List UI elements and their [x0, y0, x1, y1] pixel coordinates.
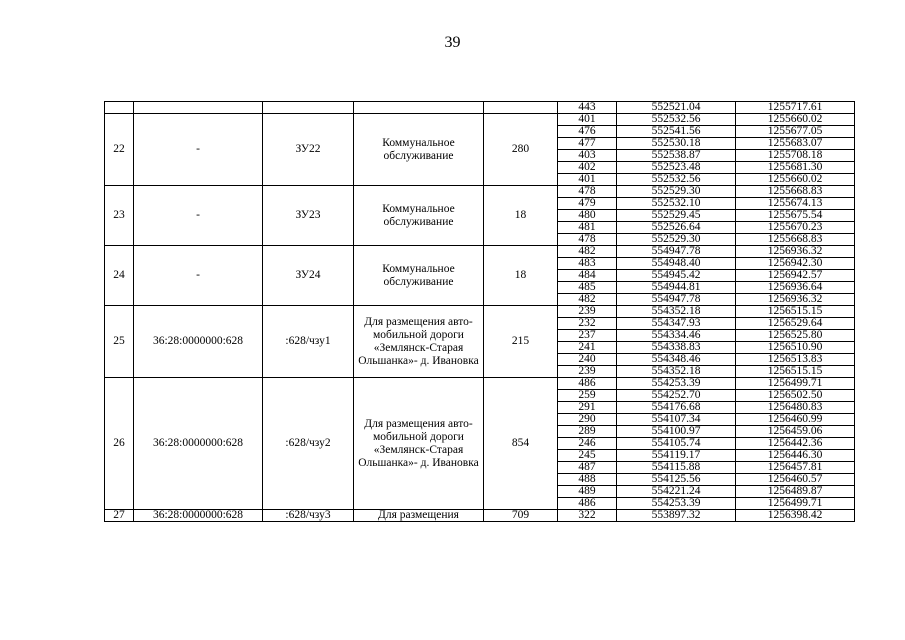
cell-label: :628/чзу2	[263, 378, 354, 510]
cell-y: 1256529.64	[736, 318, 855, 330]
cell-y: 1256502.50	[736, 390, 855, 402]
cell-x: 554352.18	[617, 306, 736, 318]
cell-x: 552529.30	[617, 234, 736, 246]
cell-y: 1255675.54	[736, 210, 855, 222]
cell-point: 241	[558, 342, 617, 354]
cell-y: 1255681.30	[736, 162, 855, 174]
cell-point: 481	[558, 222, 617, 234]
cell-point: 289	[558, 426, 617, 438]
cell-label: :628/чзу1	[263, 306, 354, 378]
cell-cadastral: 36:28:0000000:628	[134, 306, 263, 378]
table-row	[105, 186, 855, 198]
cell-point: 322	[558, 510, 617, 522]
cell-x: 554252.70	[617, 390, 736, 402]
cell-y: 1256489.87	[736, 486, 855, 498]
cell-no: 25	[105, 306, 134, 378]
cell-area: 280	[484, 114, 558, 186]
cell-y: 1255708.18	[736, 150, 855, 162]
cell-x: 552530.18	[617, 138, 736, 150]
cell-x: 554119.17	[617, 450, 736, 462]
cell-area: 18	[484, 186, 558, 246]
cell-label: :628/чзу3	[263, 510, 354, 522]
cell-y: 1256942.57	[736, 270, 855, 282]
cell-point: 246	[558, 438, 617, 450]
cell-y: 1256499.71	[736, 498, 855, 510]
cell-y: 1255670.23	[736, 222, 855, 234]
cell-y: 1256515.15	[736, 366, 855, 378]
cell-purpose: Для размещения авто-мобильной дороги «Землянск-Старая Ольшанка»- д. Ивановка	[354, 306, 484, 378]
cell-point: 259	[558, 390, 617, 402]
cell-point: 482	[558, 294, 617, 306]
cell-x: 554944.81	[617, 282, 736, 294]
cell-label	[263, 102, 354, 114]
cell-point: 290	[558, 414, 617, 426]
coordinates-table	[104, 101, 855, 522]
cell-cadastral: 36:28:0000000:628	[134, 378, 263, 510]
cell-point: 239	[558, 366, 617, 378]
cell-x: 552532.56	[617, 174, 736, 186]
cell-x: 552532.56	[617, 114, 736, 126]
cell-point: 232	[558, 318, 617, 330]
cell-point: 239	[558, 306, 617, 318]
cell-x: 554338.83	[617, 342, 736, 354]
cell-point: 291	[558, 402, 617, 414]
cell-cadastral: -	[134, 186, 263, 246]
cell-area: 709	[484, 510, 558, 522]
cell-y: 1256398.42	[736, 510, 855, 522]
table-row	[105, 246, 855, 258]
cell-y: 1255660.02	[736, 174, 855, 186]
cell-purpose	[354, 102, 484, 114]
cell-point: 240	[558, 354, 617, 366]
cell-point: 482	[558, 246, 617, 258]
cell-point: 477	[558, 138, 617, 150]
cell-x: 552529.30	[617, 186, 736, 198]
cell-cadastral: -	[134, 114, 263, 186]
cell-y: 1256510.90	[736, 342, 855, 354]
cell-point: 403	[558, 150, 617, 162]
cell-label: ЗУ22	[263, 114, 354, 186]
cell-x: 554948.40	[617, 258, 736, 270]
cell-point: 480	[558, 210, 617, 222]
cell-point: 479	[558, 198, 617, 210]
table-row	[105, 510, 855, 522]
cell-purpose: Коммунальное обслуживание	[354, 246, 484, 306]
cell-point: 401	[558, 174, 617, 186]
cell-purpose: Для размещения авто-мобильной дороги «Землянск-Старая Ольшанка»- д. Ивановка	[354, 378, 484, 510]
cell-no: 24	[105, 246, 134, 306]
cell-y: 1256459.06	[736, 426, 855, 438]
cell-x: 553897.32	[617, 510, 736, 522]
cell-point: 489	[558, 486, 617, 498]
cell-no: 26	[105, 378, 134, 510]
cell-x: 554253.39	[617, 498, 736, 510]
cell-label: ЗУ24	[263, 246, 354, 306]
cell-y: 1256936.32	[736, 246, 855, 258]
cell-point: 237	[558, 330, 617, 342]
cell-point: 483	[558, 258, 617, 270]
cell-y: 1256446.30	[736, 450, 855, 462]
cell-no: 23	[105, 186, 134, 246]
cell-y: 1256480.83	[736, 402, 855, 414]
cell-y: 1256936.64	[736, 282, 855, 294]
cell-x: 554253.39	[617, 378, 736, 390]
cell-no	[105, 102, 134, 114]
cell-y: 1255717.61	[736, 102, 855, 114]
cell-area: 854	[484, 378, 558, 510]
cell-point: 478	[558, 186, 617, 198]
cell-x: 554347.93	[617, 318, 736, 330]
cell-point: 476	[558, 126, 617, 138]
cell-x: 554945.42	[617, 270, 736, 282]
cell-point: 443	[558, 102, 617, 114]
cell-y: 1255668.83	[736, 186, 855, 198]
cell-x: 554176.68	[617, 402, 736, 414]
cell-y: 1256460.99	[736, 414, 855, 426]
page-number: 39	[444, 34, 461, 51]
cell-area: 215	[484, 306, 558, 378]
cell-y: 1256513.83	[736, 354, 855, 366]
cell-point: 478	[558, 234, 617, 246]
cell-y: 1256442.36	[736, 438, 855, 450]
cell-cadastral: 36:28:0000000:628	[134, 510, 263, 522]
cell-x: 554125.56	[617, 474, 736, 486]
cell-x: 554947.78	[617, 294, 736, 306]
cell-point: 486	[558, 498, 617, 510]
cell-label: ЗУ23	[263, 186, 354, 246]
cell-x: 554334.46	[617, 330, 736, 342]
cell-x: 554352.18	[617, 366, 736, 378]
cell-x: 552526.64	[617, 222, 736, 234]
cell-purpose: Коммунальное обслуживание	[354, 186, 484, 246]
cell-x: 552538.87	[617, 150, 736, 162]
cell-no: 22	[105, 114, 134, 186]
cell-x: 554348.46	[617, 354, 736, 366]
cell-x: 552521.04	[617, 102, 736, 114]
cell-purpose: Для размещения	[354, 510, 484, 522]
cell-x: 554107.34	[617, 414, 736, 426]
cell-no: 27	[105, 510, 134, 522]
cell-y: 1256936.32	[736, 294, 855, 306]
cell-x: 554105.74	[617, 438, 736, 450]
cell-x: 554947.78	[617, 246, 736, 258]
cell-point: 486	[558, 378, 617, 390]
cell-point: 245	[558, 450, 617, 462]
cell-y: 1256942.30	[736, 258, 855, 270]
cell-x: 552529.45	[617, 210, 736, 222]
cell-point: 401	[558, 114, 617, 126]
cell-point: 485	[558, 282, 617, 294]
cell-point: 487	[558, 462, 617, 474]
cell-y: 1256525.80	[736, 330, 855, 342]
cell-area	[484, 102, 558, 114]
cell-cadastral	[134, 102, 263, 114]
cell-x: 552523.48	[617, 162, 736, 174]
cell-point: 402	[558, 162, 617, 174]
cell-x: 554100.97	[617, 426, 736, 438]
cell-x: 552532.10	[617, 198, 736, 210]
cell-point: 488	[558, 474, 617, 486]
cell-y: 1255668.83	[736, 234, 855, 246]
cell-y: 1255677.05	[736, 126, 855, 138]
cell-x: 554221.24	[617, 486, 736, 498]
cell-y: 1255660.02	[736, 114, 855, 126]
cell-y: 1256499.71	[736, 378, 855, 390]
table-row	[105, 306, 855, 318]
cell-y: 1256515.15	[736, 306, 855, 318]
cell-y: 1256460.57	[736, 474, 855, 486]
cell-purpose: Коммунальное обслуживание	[354, 114, 484, 186]
table-body	[105, 102, 855, 522]
cell-x: 552541.56	[617, 126, 736, 138]
cell-area: 18	[484, 246, 558, 306]
cell-y: 1256457.81	[736, 462, 855, 474]
cell-cadastral: -	[134, 246, 263, 306]
cell-y: 1255683.07	[736, 138, 855, 150]
cell-y: 1255674.13	[736, 198, 855, 210]
cell-x: 554115.88	[617, 462, 736, 474]
cell-point: 484	[558, 270, 617, 282]
table-row	[105, 102, 855, 114]
table-row	[105, 114, 855, 126]
table-row	[105, 378, 855, 390]
